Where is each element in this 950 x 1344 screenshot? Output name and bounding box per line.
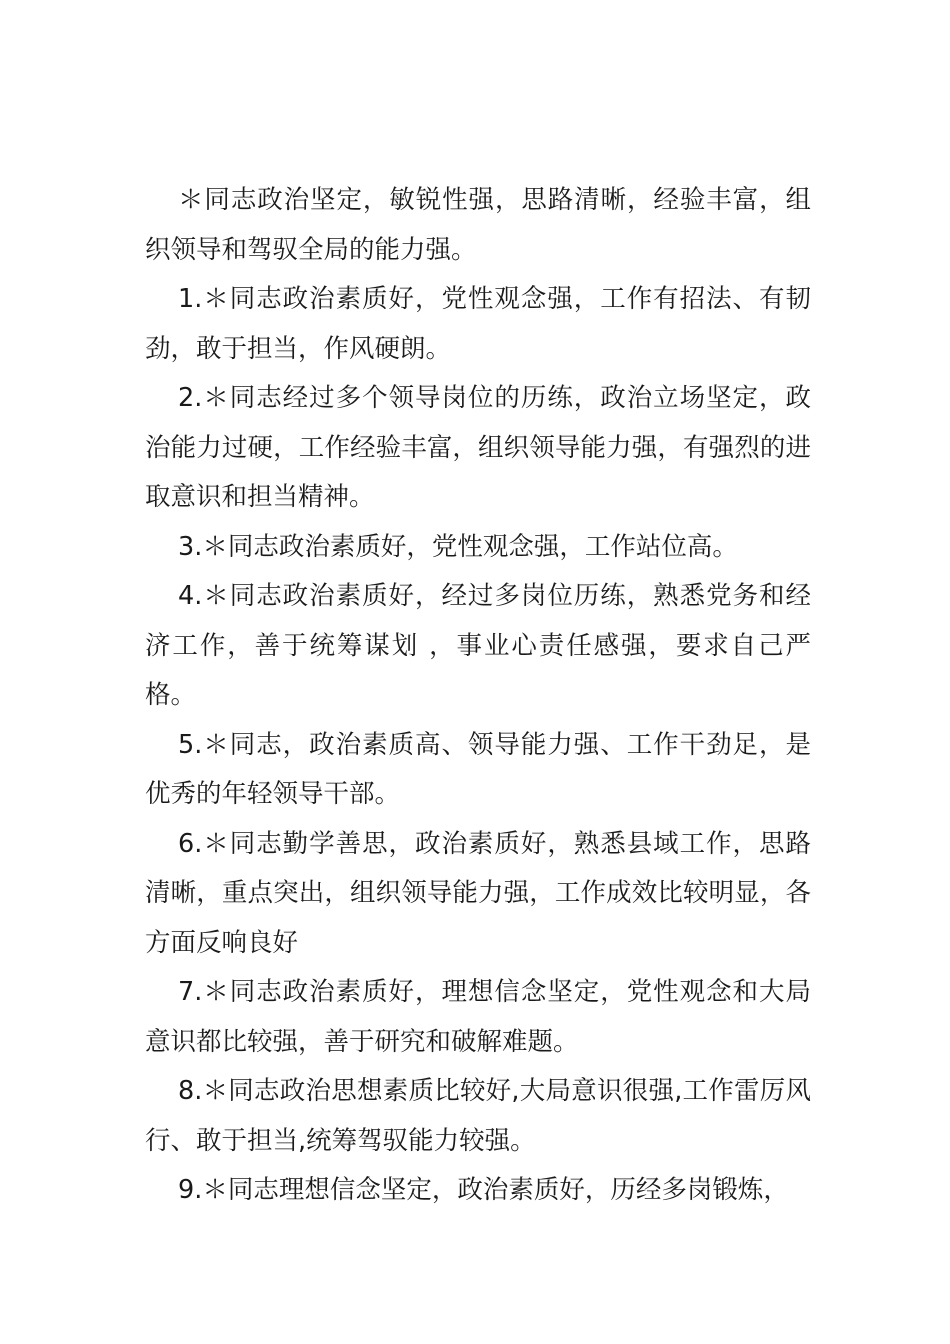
paragraph-item-6: 6.＊同志勤学善思，政治素质好，熟悉县域工作，思路清晰，重点突出，组织领导能力强，工作成效比较明显，各方面反响良好 <box>145 828 811 958</box>
paragraph-item-7: 7.＊同志政治素质好，理想信念坚定，党性观念和大局意识都比较强，善于研究和破解难题。 <box>145 977 811 1057</box>
paragraph-item-8: 8.＊同志政治思想素质比较好,大局意识很强,工作雷厉风行、敢于担当,统筹驾驭能力较强。 <box>145 1076 811 1156</box>
paragraph-item-2: 2.＊同志经过多个领导岗位的历练，政治立场坚定，政治能力过硬，工作经验丰富，组织领导能力强，有强烈的进取意识和担当精神。 <box>145 383 811 512</box>
paragraph-item-4: 4.＊同志政治素质好，经过多岗位历练，熟悉党务和经济工作，善于统筹谋划 ，事业心责任感强，要求自己严格。 <box>145 581 811 710</box>
document-body <box>145 176 811 1216</box>
paragraph-item-1: 1.＊同志政治素质好，党性观念强，工作有招法、有韧劲，敢于担当，作风硬朗。 <box>145 284 811 364</box>
paragraph-intro: ＊同志政治坚定，敏锐性强，思路清晰，经验丰富，组织领导和驾驭全局的能力强。 <box>145 185 811 265</box>
paragraph-item-3: 3.＊同志政治素质好，党性观念强，工作站位高。 <box>178 531 738 562</box>
paragraph-item-9: 9.＊同志理想信念坚定，政治素质好，历经多岗锻炼， <box>178 1175 789 1205</box>
paragraph-item-5: 5.＊同志，政治素质高、领导能力强、工作干劲足，是优秀的年轻领导干部。 <box>145 729 811 809</box>
